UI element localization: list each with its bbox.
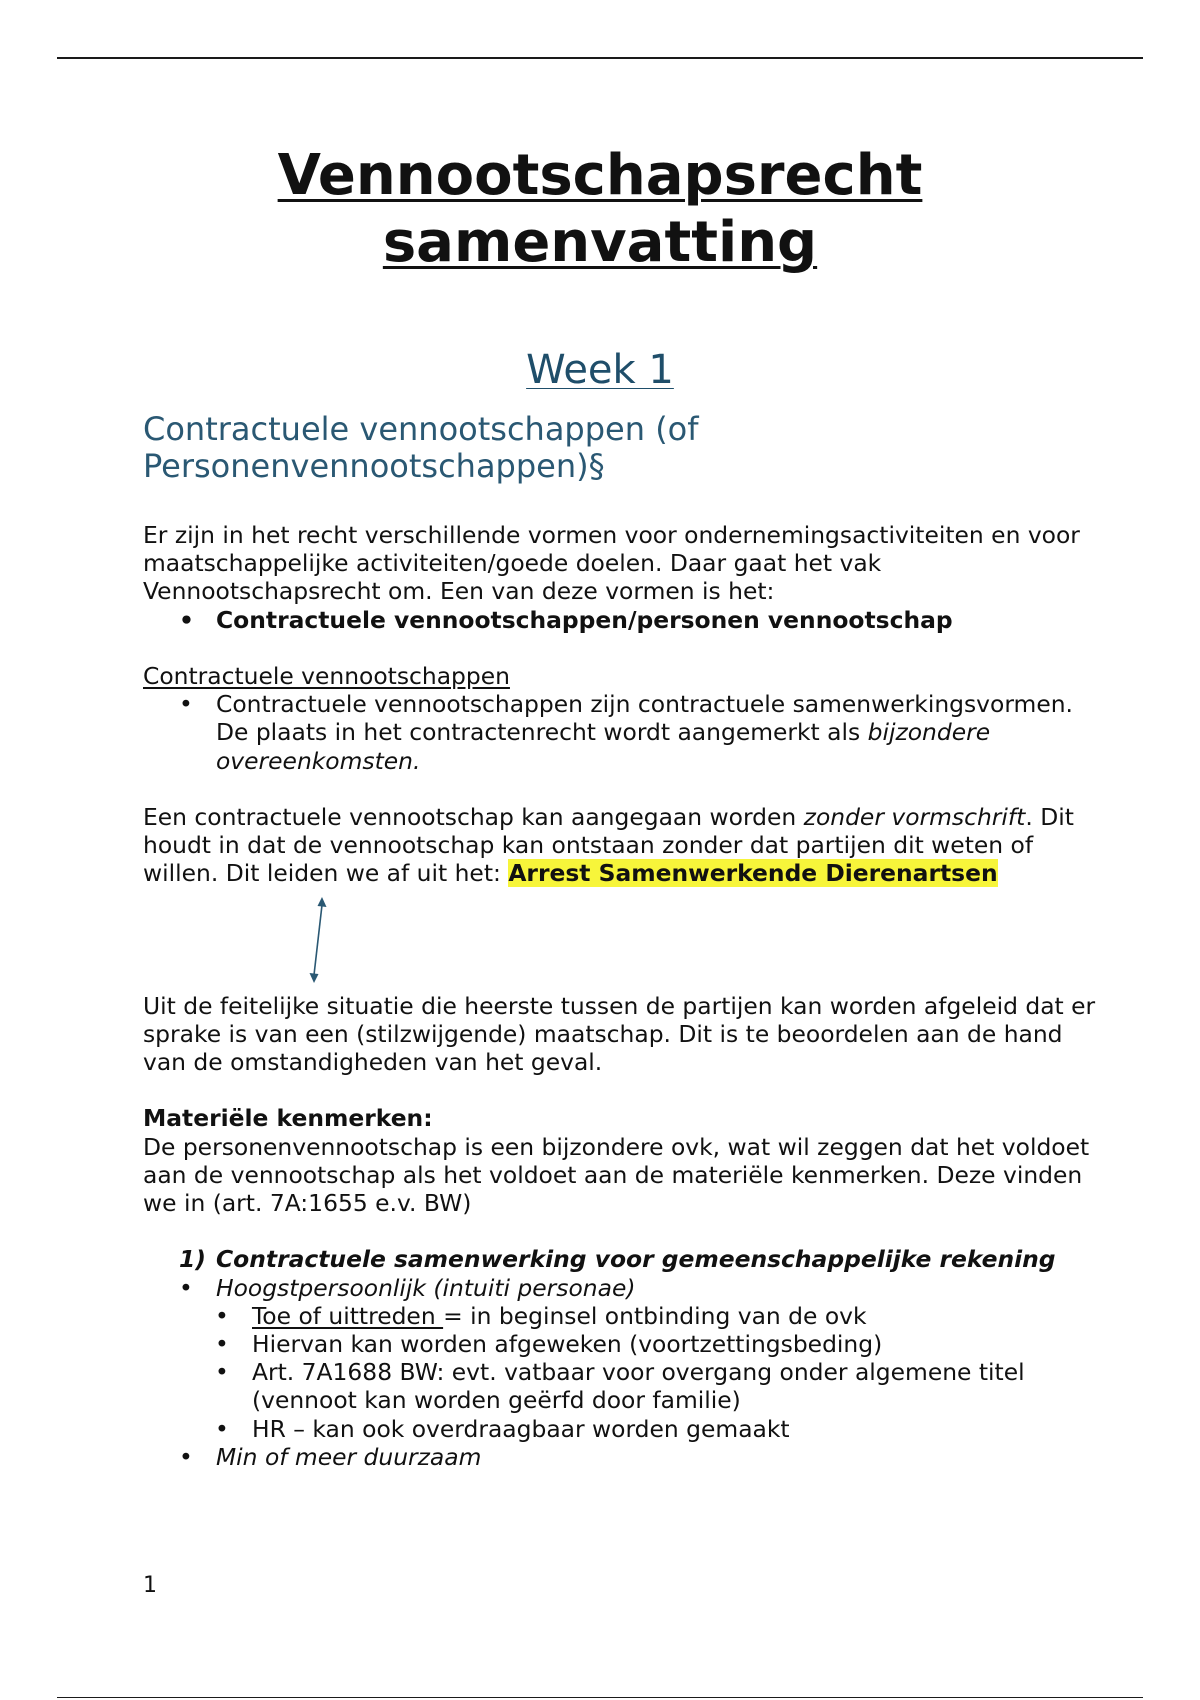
sub-heading: Contractuele vennootschappen <box>143 662 510 690</box>
sub-bullet-afwijken: • Hiervan kan worden afgeweken (voortzettingsbeding) <box>143 1330 1103 1358</box>
characteristics-list <box>143 1245 1103 1471</box>
definition-bullet <box>143 690 1103 775</box>
sub-bullet-toe-uittreden <box>143 1302 1103 1330</box>
sub-bullet-rest: = in beginsel ontbinding van de ovk <box>443 1301 867 1330</box>
document-body <box>143 521 1103 1471</box>
title-line-1: Vennootschapsrecht <box>277 143 923 208</box>
section-heading: Contractuele vennootschappen (of Personenvennootschappen)§ <box>143 410 699 485</box>
page-number: 1 <box>143 1573 157 1598</box>
material-paragraph: De personenvennootschap is een bijzondere ovk, wat wil zeggen dat het voldoet aan de vennootschap als het voldoet aan de materiële kenmerken. Deze vinden we in (art. 7A:1655 e.v. BW) <box>143 1132 1090 1218</box>
arrow-area <box>143 888 1103 992</box>
sub-bullet-hr: • HR – kan ook overdraagbaar worden gemaakt <box>143 1415 1103 1443</box>
bullet-hoogstpersoonlijk: • Hoogstpersoonlijk (intuiti personae) <box>143 1274 1103 1302</box>
formless-paragraph <box>143 803 1103 888</box>
title-line-2: samenvatting <box>382 210 818 275</box>
double-arrow-icon <box>303 895 333 985</box>
week-heading: Week 1 <box>526 347 674 393</box>
formless-text-b: . Dit houdt in dat de vennootschap kan ontstaan zonder dat partijen dit weten of willen. Dit leiden we af uit het: <box>143 803 1074 888</box>
intro-list <box>143 606 1103 634</box>
situation-paragraph: Uit de feitelijke situatie die heerste tussen de partijen kan worden afgeleid dat er sprake is van een (stilzwijgende) maatschap. Dit is te beoordelen aan de hand van de omstandigheden van het geval. <box>143 991 1096 1077</box>
numbered-item-1 <box>143 1245 1103 1273</box>
intro-bullet: • Contractuele vennootschappen/personen vennootschap <box>143 606 1103 634</box>
header-rule <box>57 57 1143 59</box>
definition-italic: bijzondere overeenkomsten. <box>216 718 991 775</box>
bullet-duurzaam: • Min of meer duurzaam <box>143 1443 1103 1471</box>
formless-italic: zonder vormschrift <box>803 803 1026 831</box>
document-title <box>0 142 1200 276</box>
footer-rule <box>57 1697 1143 1698</box>
sub-bullet-underlined: Toe of uittreden <box>252 1301 444 1330</box>
numbered-item-text: Contractuele samenwerking voor gemeenschappelijke rekening <box>216 1245 1056 1274</box>
intro-paragraph: Er zijn in het recht verschillende vormen voor ondernemingsactiviteiten en voor maatschappelijke activiteiten/goede doelen. Daar gaat het vak Vennootschapsrecht om. Een van deze vormen is het: <box>143 521 1080 606</box>
sub-bullet-art-7a1688: • Art. 7A1688 BW: evt. vatbaar voor overgang onder algemene titel (vennoot kan worden geërfd door familie) <box>143 1358 1103 1414</box>
definition-text: Contractuele vennootschappen zijn contractuele samenwerkingsvormen. De plaats in het contractenrecht wordt aangemerkt als <box>216 690 1073 747</box>
definition-list <box>143 690 1103 775</box>
numbered-item-label: 1) <box>179 1245 206 1274</box>
arrest-highlight: Arrest Samenwerkende Dierenartsen <box>508 859 998 888</box>
formless-text-a: Een contractuele vennootschap kan aangegaan worden <box>143 803 804 831</box>
material-heading: Materiële kenmerken: <box>143 1104 433 1133</box>
